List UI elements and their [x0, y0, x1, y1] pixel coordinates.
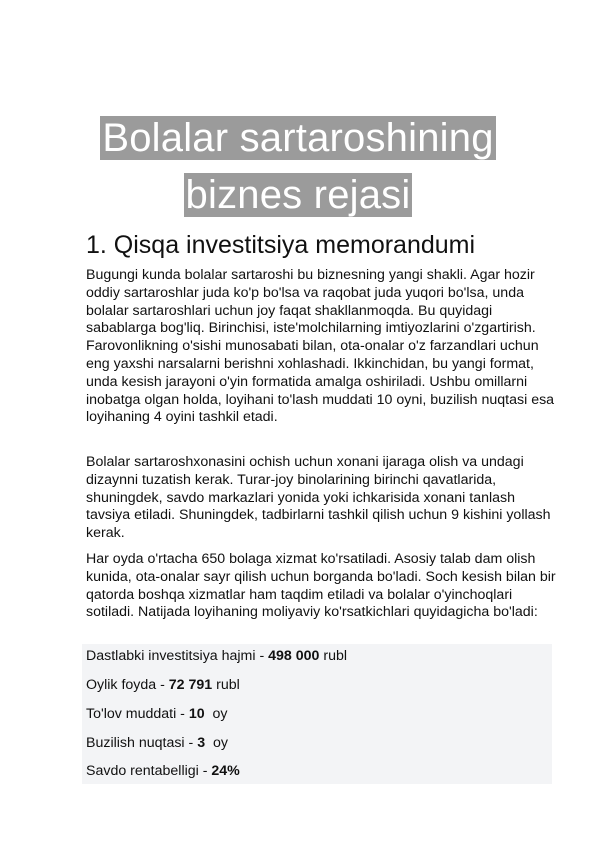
title-text-2: biznes rejasi	[185, 173, 411, 217]
metric-row	[86, 762, 240, 780]
metric-row	[86, 734, 228, 752]
metric-value: 24%	[211, 763, 240, 779]
paragraph-2: Bolalar sartaroshxonasini ochish uchun xonani ijaraga olish va undagi dizaynni tuzatish kerak. Turar-joy binolarining birinchi qavatlarida, shuningdek, savdo markazlari yonida yoki ichkarisida xonani tanlash tavsiya etiladi. Shuningdek, tadbirlarni tashkil qilish uchun 9 kishini yollash kerak.	[86, 454, 551, 542]
metric-row	[86, 647, 347, 665]
metric-unit: rubl	[319, 648, 348, 664]
metric-label: Savdo rentabelligi -	[86, 763, 212, 779]
metric-unit: oy	[205, 735, 228, 751]
title-text-1: Bolalar sartaroshining	[102, 116, 494, 160]
metric-unit: oy	[204, 706, 228, 722]
metric-row	[86, 676, 240, 694]
document-title	[0, 114, 596, 228]
paragraph-1: Bugungi kunda bolalar sartaroshi bu biznesning yangi shakli. Agar hozir oddiy sartaroshlar juda ko'p bo'lsa va raqobat juda yuqori bo'lsa, unda bolalar sartaroshlari uchun joy faqat shakllanmoqda. Bu quyidagi sabablarga bog'liq. Birinchisi, iste'molchilarning imtiyozlarini o'zgartirish. Farovonlikning o'sishi munosabati bilan, ota-onalar o'z farzandlari uchun eng yaxshi narsalarni berishni xohlashadi. Ikkinchidan, bu yangi format, unda kesish jarayoni o'yin formatida amalga oshiriladi. Ushbu omillarni inobatga olgan holda, loyihani to'lash muddati 10 oyni, buzilish nuqtasi esa loyihaning 4 oyini tashkil etadi.	[86, 267, 555, 426]
metric-value: 10	[188, 706, 205, 722]
metric-label: Dastlabki investitsiya hajmi -	[86, 648, 269, 664]
metric-label: To'lov muddati -	[86, 706, 189, 722]
title-line-1	[0, 114, 596, 171]
metric-unit: rubl	[212, 677, 240, 693]
title-line-2	[0, 171, 596, 228]
metric-label: Buzilish nuqtasi -	[86, 735, 198, 751]
metric-row	[86, 705, 228, 723]
section-heading: 1. Qisqa investitsiya memorandumi	[86, 231, 476, 259]
metric-label: Oylik foyda -	[86, 677, 169, 693]
metric-value: 72 791	[168, 677, 213, 693]
paragraph-3: Har oyda o'rtacha 650 bolaga xizmat ko'rsatiladi. Asosiy talab dam olish kunida, ota-onalar sayr qilish uchun borganda bo'ladi. Soch kesish bilan bir qatorda boshqa xizmatlar ham taqdim etiladi va bolalar o'yinchoqlari sotiladi. Natijada loyihaning moliyaviy ko'rsatkichlari quyidagicha bo'ladi:	[86, 551, 556, 621]
metric-value: 3	[197, 735, 206, 751]
metric-value: 498 000	[268, 648, 320, 664]
